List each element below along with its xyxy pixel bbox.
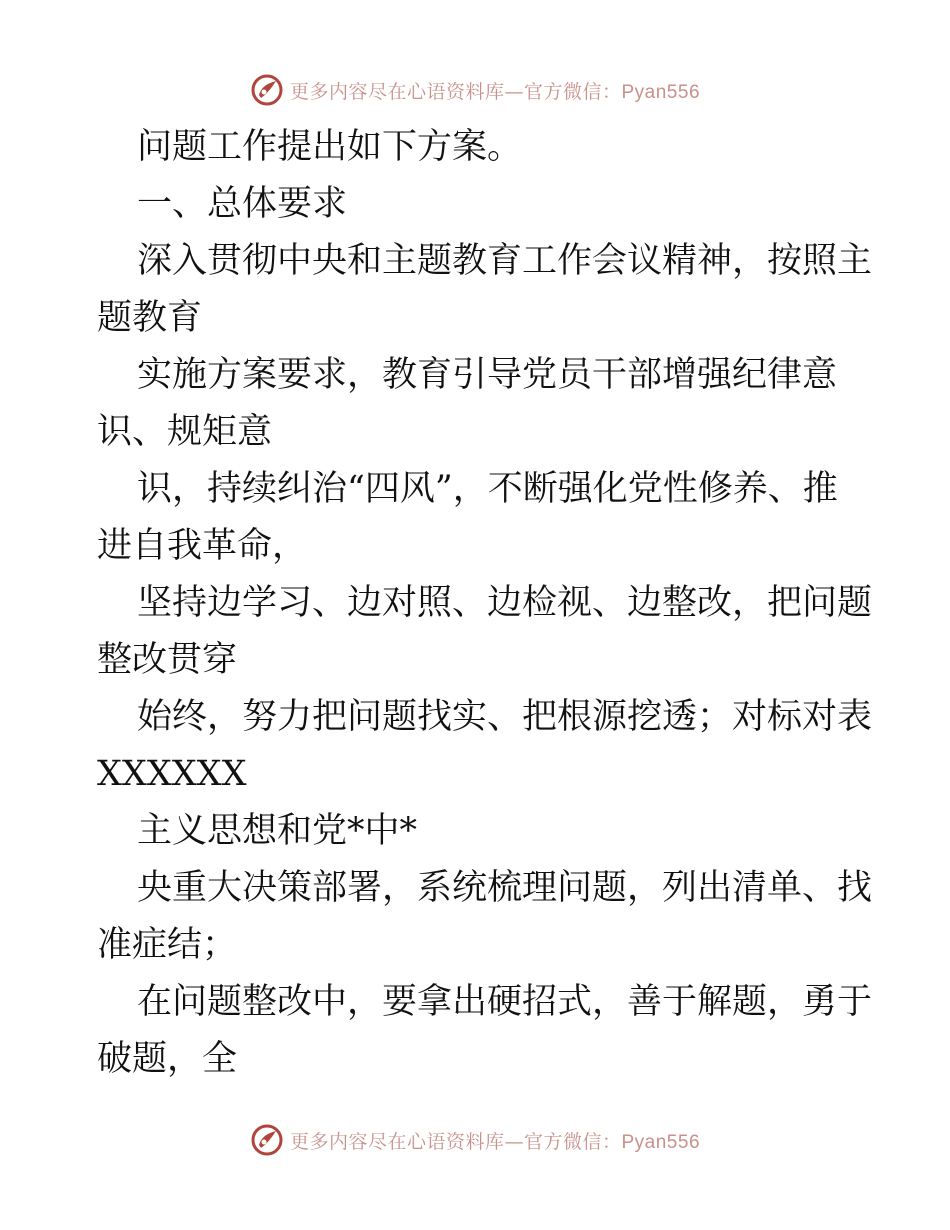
text-line: 深入贯彻中央和主题教育工作会议精神，按照主 bbox=[137, 241, 873, 281]
text-line: 实施方案要求，教育引导党员干部增强纪律意 bbox=[137, 355, 838, 395]
footer-watermark bbox=[0, 1120, 950, 1160]
text-line: 央重大决策部署，系统梳理问题，列出清单、找 bbox=[137, 868, 873, 908]
text-line: 破题，全 bbox=[97, 1039, 238, 1079]
text-line: 主义思想和党*中* bbox=[137, 811, 418, 851]
text-line: XXXXXX bbox=[97, 754, 247, 794]
text-line: 始终，努力把问题找实、把根源挖透；对标对表 bbox=[137, 697, 873, 737]
seal-logo-icon bbox=[250, 73, 284, 107]
text-line: 识、规矩意 bbox=[97, 412, 273, 452]
text-line: 问题工作提出如下方案。 bbox=[137, 127, 523, 167]
text-line: 坚持边学习、边对照、边检视、边整改，把问题 bbox=[137, 583, 873, 623]
watermark-text: 更多内容尽在心语资料库—官方微信：Pyan556 bbox=[289, 1130, 701, 1153]
header-watermark bbox=[0, 70, 950, 110]
text-line: 题教育 bbox=[97, 298, 203, 338]
seal-logo-icon bbox=[250, 1123, 284, 1157]
text-line: 整改贯穿 bbox=[97, 640, 238, 680]
wechat-id: Pyan556 bbox=[621, 81, 701, 103]
text-line: 准症结； bbox=[97, 925, 238, 965]
wechat-id: Pyan556 bbox=[621, 1131, 701, 1153]
text-line: 一、总体要求 bbox=[137, 184, 348, 224]
text-line: 进自我革命， bbox=[97, 526, 308, 566]
watermark-text: 更多内容尽在心语资料库—官方微信：Pyan556 bbox=[289, 80, 701, 103]
text-line: 识，持续纠治“四风”，不断强化党性修养、推 bbox=[137, 469, 838, 509]
text-line: 在问题整改中，要拿出硬招式，善于解题，勇于 bbox=[137, 982, 873, 1022]
